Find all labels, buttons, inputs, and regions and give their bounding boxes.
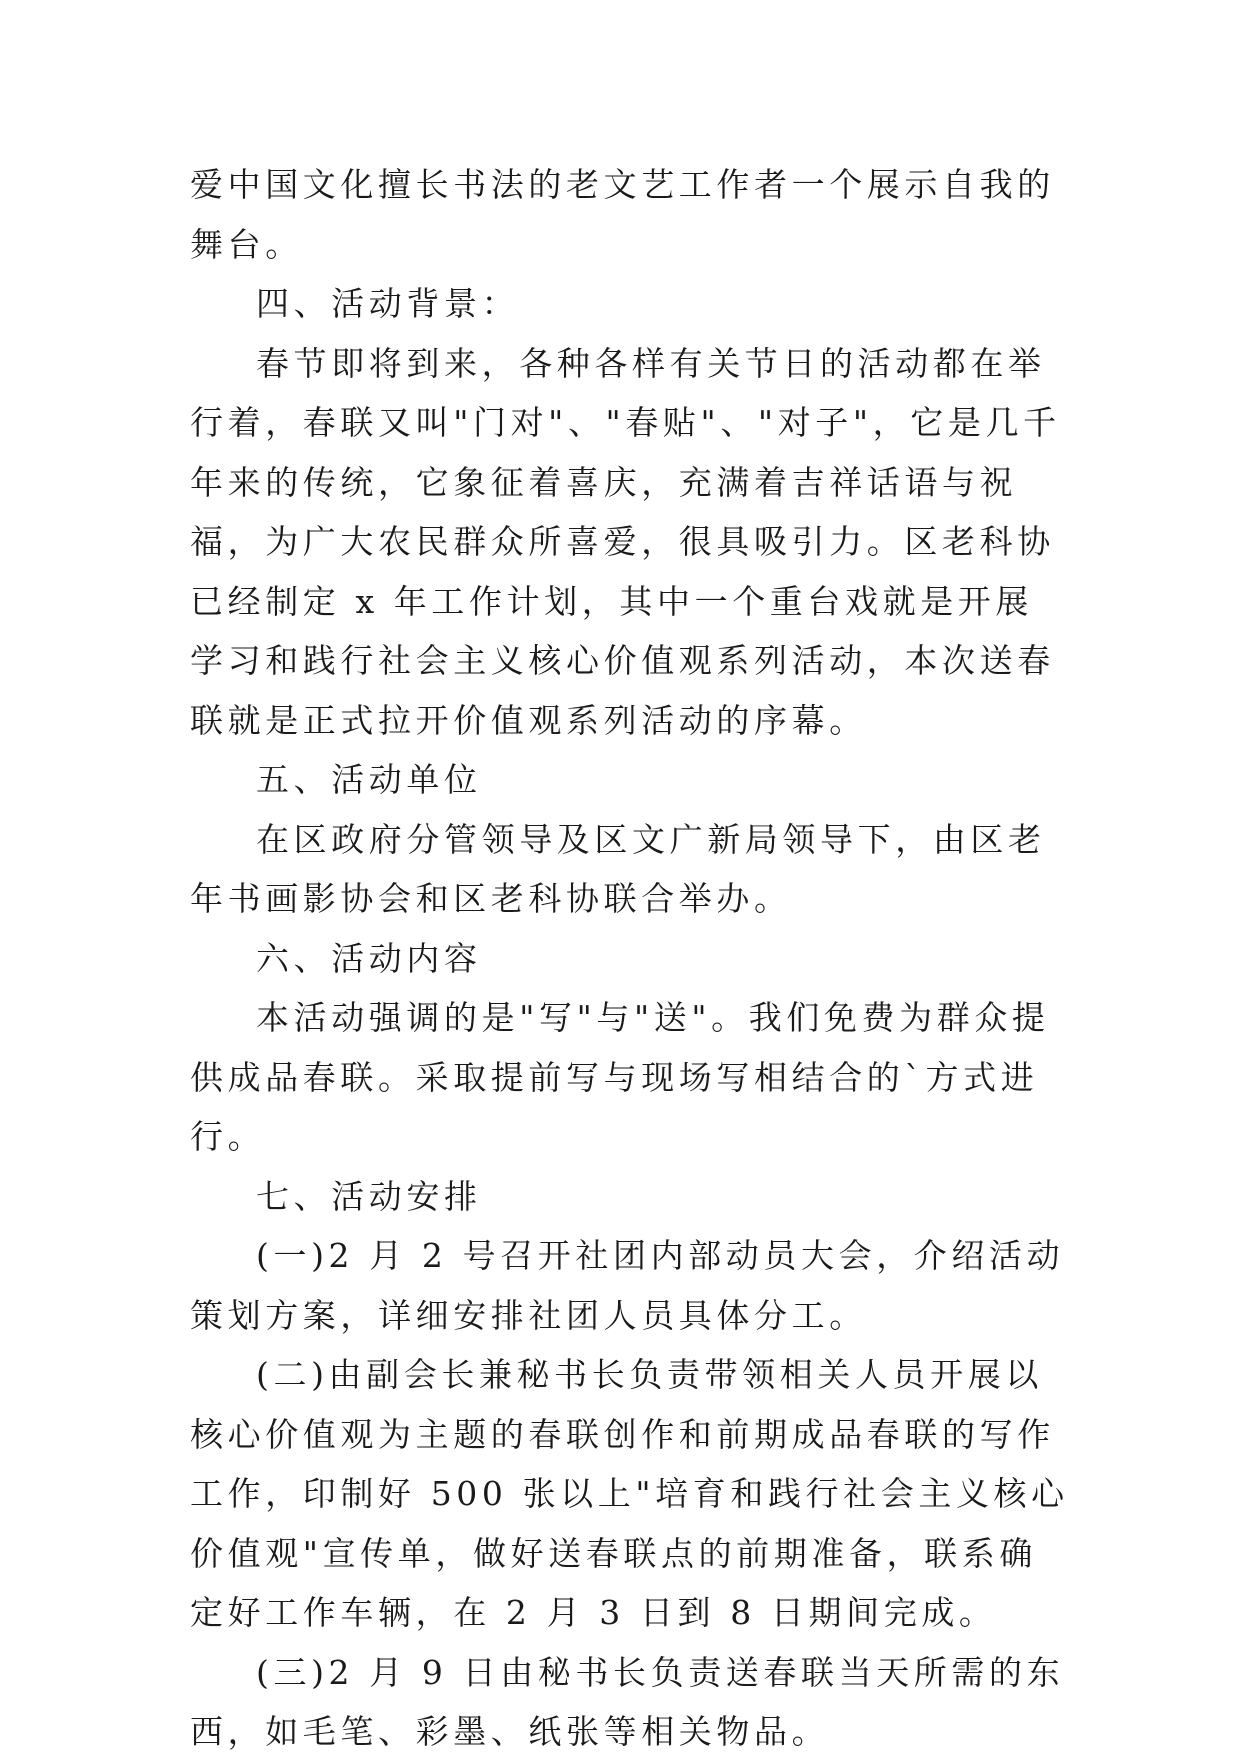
schedule-item-2: (二)由副会长兼秘书长负责带领相关人员开展以核心价值观为主题的春联创作和前期成品春联的写作工作，印制好 500 张以上"培育和践行社会主义核心价值观"宣传单，做好送春联点的前期准备，联系确定好工作车辆，在 2 月 3 日到 8 日期间完成。 bbox=[190, 1355, 1069, 1632]
section-heading-content: 六、活动内容 bbox=[256, 938, 482, 978]
section-heading-organizer: 五、活动单位 bbox=[256, 760, 482, 799]
paragraph-continuation: 爱中国文化擅长书法的老文艺工作者一个展示自我的舞台。 bbox=[190, 165, 1055, 264]
schedule-item-3: (三)2 月 9 日由秘书长负责送春联当天所需的东西，如毛笔、彩墨、纸张等相关物品。 bbox=[190, 1652, 1065, 1751]
schedule-item-1: (一)2 月 2 号召开社团内部动员大会，介绍活动策划方案，详细安排社团人员具体分工。 bbox=[190, 1236, 1065, 1335]
document-body bbox=[190, 155, 1070, 1762]
section-heading-schedule: 七、活动安排 bbox=[256, 1176, 482, 1216]
section-heading-background: 四、活动背景： bbox=[256, 284, 520, 323]
paragraph-organizer: 在区政府分管领导及区文广新局领导下，由区老年书画影协会和区老科协联合举办。 bbox=[190, 819, 1046, 918]
paragraph-background: 春节即将到来，各种各样有关节日的活动都在举行着，春联又叫"门对"、"春贴"、"对子"，它是几千年来的传统，它象征着喜庆，充满着吉祥话语与祝福，为广大农民群众所喜爱，很具吸引力。区老科协已经制定 x 年工作计划，其中一个重台戏就是开展学习和践行社会主义核心价值观系列活动，本次送春联就是正式拉开价值观系列活动的序幕。 bbox=[190, 343, 1061, 740]
paragraph-content: 本活动强调的是"写"与"送"。我们免费为群众提供成品春联。采取提前写与现场写相结合的`方式进行。 bbox=[190, 998, 1050, 1156]
